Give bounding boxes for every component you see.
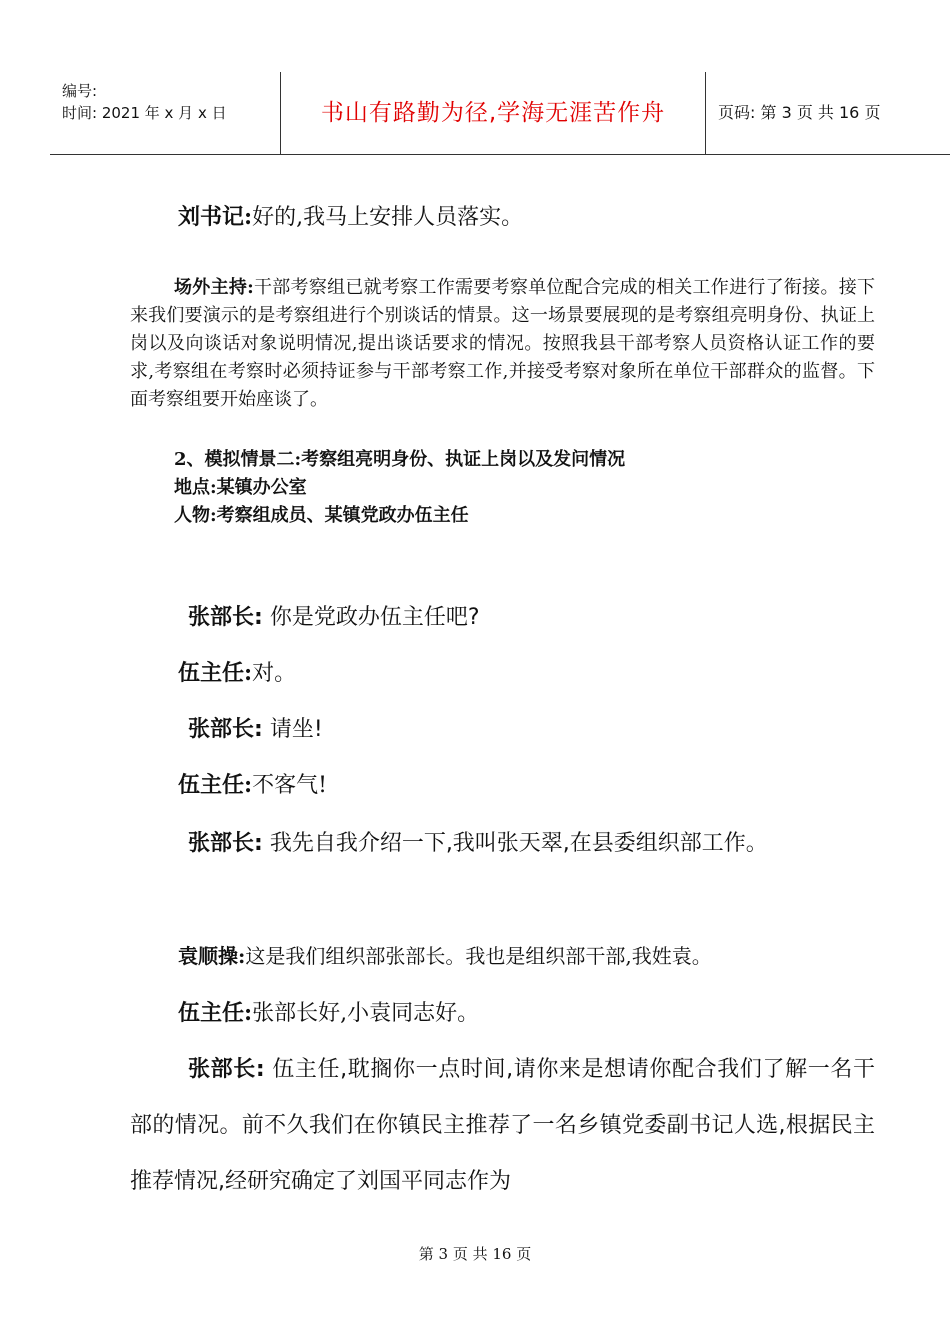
scene-people: 人物:考察组成员、某镇党政办伍主任 bbox=[174, 505, 469, 526]
speaker-name: 张部长: bbox=[188, 831, 263, 856]
speech-text: 好的,我马上安排人员落实。 bbox=[252, 205, 524, 230]
speech-text: 你是党政办伍主任吧? bbox=[269, 605, 480, 630]
host-paragraph bbox=[130, 274, 875, 414]
scene-location: 地点:某镇办公室 bbox=[174, 477, 307, 498]
speaker-name: 张部长: bbox=[188, 605, 263, 630]
speaker-name: 张部长: bbox=[188, 717, 263, 742]
time-label: 时间: 2021 年 x 月 x 日 bbox=[62, 104, 227, 122]
speaker-name: 袁顺操: bbox=[178, 944, 246, 968]
dialogue-line-6 bbox=[178, 940, 712, 969]
speech-text: 干部考察组已就考察工作需要考察单位配合完成的相关工作进行了衔接。接下来我们要演示的是考察组进行个别谈话的情景。这一场景要展现的是考察组亮明身份、执证上岗以及向谈话对象说明情况,提出谈话要求的情况。按照我县干部考察人员资格认证工作的要求,考察组在考察时必须持证参与干部考察工作,并接受考察对象所在单位干部群众的监督。下面考察组要开始座谈了。 bbox=[130, 277, 875, 410]
speech-text: 对。 bbox=[252, 661, 297, 686]
page-footer: 第 3 页 共 16 页 bbox=[418, 1245, 532, 1263]
dialogue-line-1 bbox=[188, 600, 480, 631]
speech-text: 请坐! bbox=[269, 717, 323, 742]
speech-text: 伍主任,耽搁你一点时间,请你来是想请你配合我们了解一名干部的情况。前不久我们在你镇民主推荐了一名乡镇党委副书记人选,根据民主推荐情况,经研究确定了刘国平同志作为 bbox=[130, 1057, 875, 1194]
speaker-name: 场外主持: bbox=[174, 277, 254, 298]
header-motto-cell bbox=[280, 72, 706, 154]
speaker-name: 刘书记: bbox=[178, 204, 253, 230]
speaker-name: 伍主任: bbox=[178, 1000, 253, 1026]
dialogue-line-2 bbox=[178, 656, 296, 687]
speech-text: 这是我们组织部张部长。我也是组织部干部,我姓袁。 bbox=[245, 944, 712, 968]
document-header bbox=[50, 72, 950, 155]
motto: 书山有路勤为径,学海无涯苦作舟 bbox=[320, 100, 666, 126]
dialogue-line-8 bbox=[130, 1042, 875, 1210]
dialogue-line-liu bbox=[178, 200, 523, 231]
dialogue-line-4 bbox=[178, 768, 327, 799]
speaker-name: 伍主任: bbox=[178, 772, 253, 798]
scene-title: 2、模拟情景二:考察组亮明身份、执证上岗以及发问情况 bbox=[174, 449, 626, 470]
number-label: 编号: bbox=[62, 82, 98, 100]
dialogue-line-3 bbox=[188, 712, 323, 743]
header-meta-cell bbox=[50, 72, 280, 154]
dialogue-line-5 bbox=[130, 816, 875, 872]
speech-text: 不客气! bbox=[252, 773, 327, 798]
speaker-name: 张部长: bbox=[188, 1057, 265, 1082]
speech-text: 张部长好,小袁同志好。 bbox=[252, 1001, 480, 1026]
page-label: 页码: 第 3 页 共 16 页 bbox=[718, 103, 881, 122]
speaker-name: 伍主任: bbox=[178, 660, 253, 686]
dialogue-line-7 bbox=[178, 996, 479, 1027]
speech-text: 我先自我介绍一下,我叫张天翠,在县委组织部工作。 bbox=[269, 831, 768, 856]
